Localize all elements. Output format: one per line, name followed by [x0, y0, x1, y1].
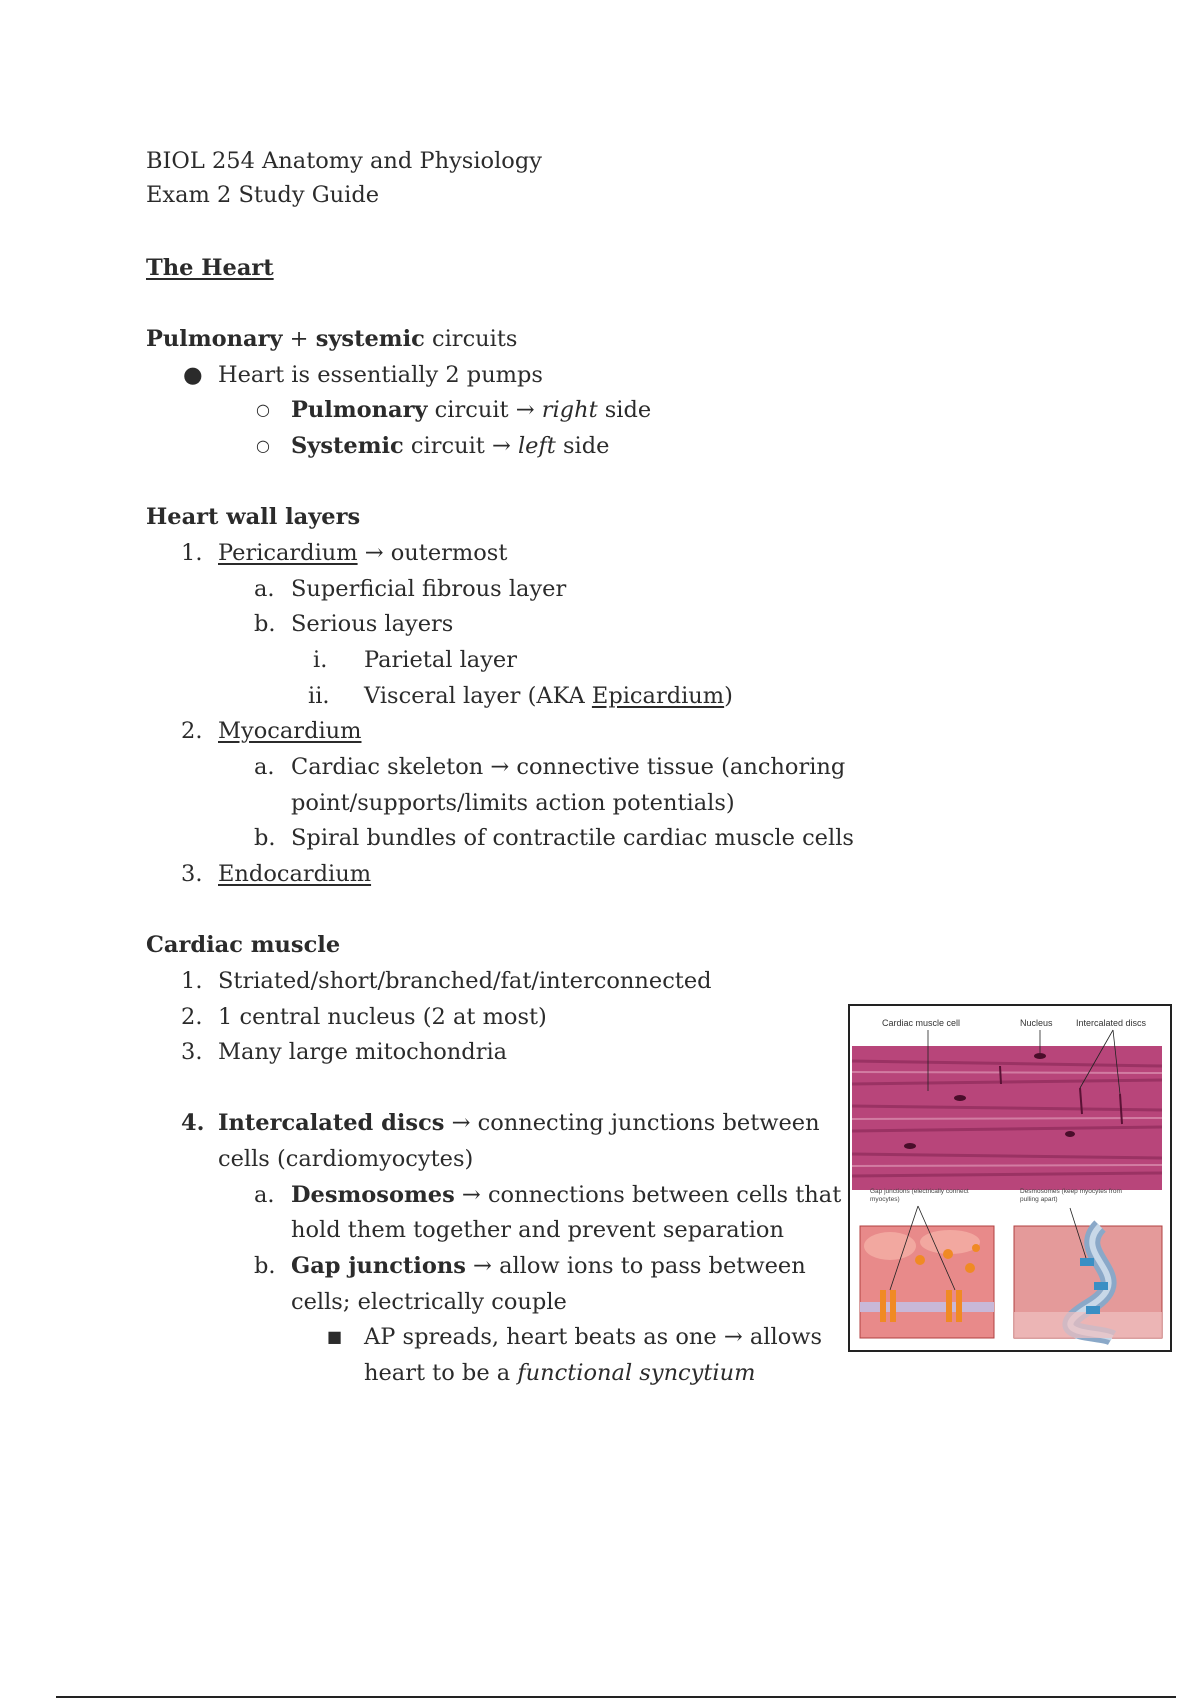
- circuits-heading-rest: circuits: [424, 326, 518, 352]
- figure-label-gap: Gap junctions (electrically connect myocytes): [870, 1188, 969, 1203]
- circle-bullet-icon: ○: [256, 436, 270, 455]
- pulmonary-rest: side: [597, 397, 652, 423]
- list-number: 1.: [181, 540, 203, 566]
- circuit-systemic: [291, 431, 609, 461]
- wall-item-pericardium: [218, 538, 507, 568]
- muscle-item-discs-1: [218, 1108, 820, 1138]
- bottom-rule: [56, 1696, 1176, 1698]
- pulmonary-bold: Pulmonary: [291, 397, 428, 423]
- wall-item-fibrous: Superficial fibrous layer: [291, 576, 567, 602]
- figure-label-cell: Cardiac muscle cell: [882, 1018, 961, 1028]
- list-roman: ii.: [308, 683, 330, 709]
- wall-item-skeleton-1: Cardiac skeleton → connective tissue (anchoring: [291, 754, 846, 780]
- pulmonary-mid: circuit →: [427, 397, 542, 423]
- list-number: 3.: [181, 861, 203, 887]
- bullet-icon: ●: [183, 362, 203, 388]
- muscle-item-desmosomes-2: hold them together and prevent separation: [291, 1217, 784, 1243]
- circuits-bullet: Heart is essentially 2 pumps: [218, 362, 543, 388]
- cardiac-muscle-illustration: [850, 1006, 1170, 1350]
- circuits-heading-bold1: Pulmonary: [146, 326, 283, 352]
- muscle-item-mitochondria: Many large mitochondria: [218, 1039, 508, 1065]
- pericardium-label: Pericardium: [218, 540, 358, 566]
- myocardium-label: Myocardium: [218, 718, 362, 744]
- list-letter: b.: [254, 825, 276, 851]
- list-number: 2.: [181, 718, 203, 744]
- wall-item-serious: Serious layers: [291, 611, 454, 637]
- gap-bold: Gap junctions: [291, 1253, 466, 1279]
- syncytium-line-2: [364, 1358, 755, 1388]
- systemic-rest: side: [555, 433, 610, 459]
- desmosomes-bold: Desmosomes: [291, 1182, 455, 1208]
- square-bullet-icon: ■: [327, 1327, 343, 1346]
- wall-item-visceral: [364, 681, 733, 711]
- muscle-item-discs-2: cells (cardiomyocytes): [218, 1146, 474, 1172]
- muscle-item-desmosomes-1: [291, 1180, 841, 1210]
- list-number: 4.: [181, 1110, 205, 1136]
- guide-subtitle: Exam 2 Study Guide: [146, 182, 380, 208]
- wall-item-parietal: Parietal layer: [364, 647, 518, 673]
- list-number: 3.: [181, 1039, 203, 1065]
- endocardium-label: Endocardium: [218, 861, 372, 887]
- figure-label-nucleus: Nucleus: [1020, 1018, 1053, 1028]
- wall-item-spiral: Spiral bundles of contractile cardiac muscle cells: [291, 825, 854, 851]
- desmosomes-rest: → connections between cells that: [454, 1182, 842, 1208]
- list-letter: b.: [254, 1253, 276, 1279]
- systemic-bold: Systemic: [291, 433, 404, 459]
- list-number: 1.: [181, 968, 203, 994]
- circle-bullet-icon: ○: [256, 400, 270, 419]
- circuit-pulmonary: [291, 395, 651, 425]
- wall-heading: Heart wall layers: [146, 504, 361, 530]
- list-number: 2.: [181, 1004, 203, 1030]
- list-letter: a.: [254, 754, 275, 780]
- circuits-heading: [146, 324, 517, 354]
- cardiac-muscle-figure: [848, 1004, 1172, 1352]
- syncytium-italic: functional syncytium: [517, 1360, 756, 1386]
- section-title: The Heart: [146, 255, 274, 281]
- figure-label-discs: Intercalated discs: [1076, 1018, 1147, 1028]
- systemic-side: left: [517, 433, 556, 459]
- discs-bold: Intercalated discs: [218, 1110, 445, 1136]
- list-letter: a.: [254, 576, 275, 602]
- list-roman: i.: [313, 647, 328, 673]
- epicardium-label: Epicardium: [591, 683, 725, 709]
- gap-rest: → allow ions to pass between: [465, 1253, 806, 1279]
- list-letter: b.: [254, 611, 276, 637]
- course-title: BIOL 254 Anatomy and Physiology: [146, 148, 542, 174]
- muscle-item-gap-2: cells; electrically couple: [291, 1289, 567, 1315]
- circuits-heading-plus: +: [282, 326, 316, 352]
- discs-rest: → connecting junctions between: [444, 1110, 820, 1136]
- circuits-heading-bold2: systemic: [315, 326, 425, 352]
- figure-label-desmo: Desmosomes (keep myocytes from pulling apart): [1020, 1188, 1122, 1203]
- syncytium-line-1: AP spreads, heart beats as one → allows: [364, 1324, 823, 1350]
- muscle-heading: Cardiac muscle: [146, 932, 341, 958]
- pulmonary-side: right: [541, 397, 598, 423]
- muscle-item-striated: Striated/short/branched/fat/interconnected: [218, 968, 712, 994]
- visceral-post: ): [724, 683, 733, 709]
- pericardium-rest: → outermost: [357, 540, 508, 566]
- wall-item-skeleton-2: point/supports/limits action potentials): [291, 790, 735, 816]
- muscle-item-gap-1: [291, 1251, 806, 1281]
- syncytium-pre: heart to be a: [364, 1360, 518, 1386]
- visceral-pre: Visceral layer (AKA: [364, 683, 592, 709]
- list-letter: a.: [254, 1182, 275, 1208]
- systemic-mid: circuit →: [403, 433, 518, 459]
- muscle-item-nucleus: 1 central nucleus (2 at most): [218, 1004, 547, 1030]
